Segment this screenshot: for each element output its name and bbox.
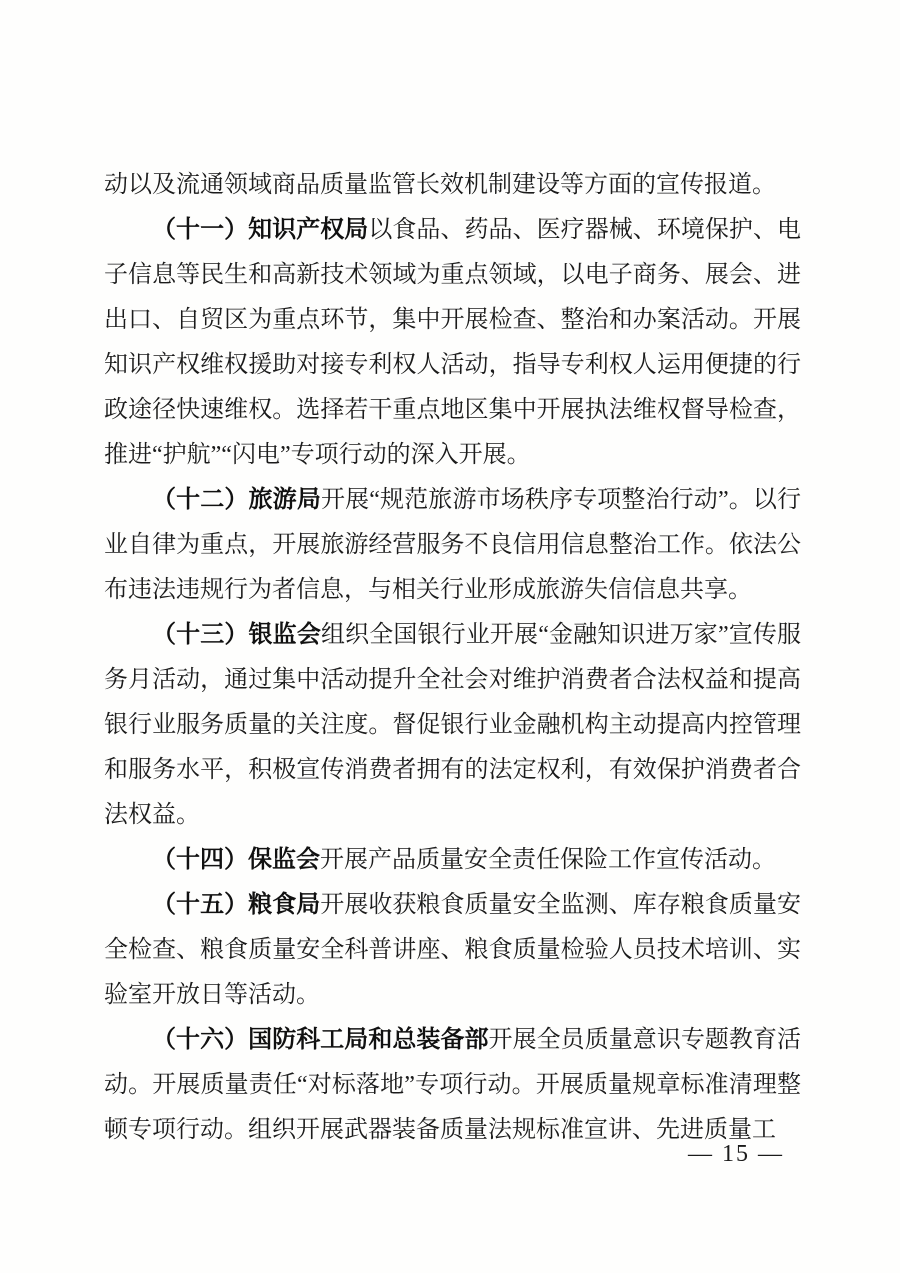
section-heading: （十二）旅游局	[152, 487, 321, 513]
page-number: — 15 —	[688, 1141, 784, 1167]
paragraph-text: 开展收获粮食质量安全监测、库存粮食质量安全检查、粮食质量安全科普讲座、粮食质量检验人员技术培训、实验室开放日等活动。	[104, 892, 802, 1008]
paragraph	[104, 208, 801, 478]
paragraph	[104, 838, 801, 883]
section-heading: （十一）知识产权局	[152, 217, 369, 243]
section-heading: （十三）银监会	[152, 622, 321, 648]
paragraph-text: 以食品、药品、医疗器械、环境保护、电子信息等民生和高新技术领域为重点领域，以电子商务、展会、进出口、自贸区为重点环节，集中开展检查、整治和办案活动。开展知识产权维权援助对接专利权人活动，指导专利权人运用便捷的行政途径快速维权。选择若干重点地区集中开展执法维权督导检查，推进“护航”“闪电”专项行动的深入开展。	[104, 217, 802, 468]
paragraph-text: 开展产品质量安全责任保险工作宣传活动。	[320, 847, 776, 873]
section-heading: （十六）国防科工局和总装备部	[152, 1027, 489, 1053]
paragraph-text: 开展“规范旅游市场秩序专项整治行动”。以行业自律为重点，开展旅游经营服务不良信用信息整治工作。依法公布违法违规行为者信息，与相关行业形成旅游失信信息共享。	[104, 487, 802, 603]
paragraph-text: 开展全员质量意识专题教育活动。开展质量责任“对标落地”专项行动。开展质量规章标准清理整顿专项行动。组织开展武器装备质量法规标准宣讲、先进质量工	[104, 1027, 802, 1143]
paragraph-text: 动以及流通领域商品质量监管长效机制建设等方面的宣传报道。	[104, 172, 776, 198]
page-footer	[688, 1141, 784, 1168]
paragraph	[104, 613, 801, 838]
paragraph	[104, 478, 801, 613]
paragraph-text: 组织全国银行业开展“金融知识进万家”宣传服务月活动，通过集中活动提升全社会对维护消费者合法权益和提高银行业服务质量的关注度。督促银行业金融机构主动提高内控管理和服务水平，积极宣传消费者拥有的法定权利，有效保护消费者合法权益。	[104, 622, 802, 828]
paragraph	[104, 1018, 801, 1153]
section-heading: （十五）粮食局	[152, 892, 321, 918]
section-heading: （十四）保监会	[152, 847, 320, 873]
paragraph	[104, 883, 801, 1018]
document-body	[104, 163, 801, 1153]
paragraph	[104, 163, 801, 208]
